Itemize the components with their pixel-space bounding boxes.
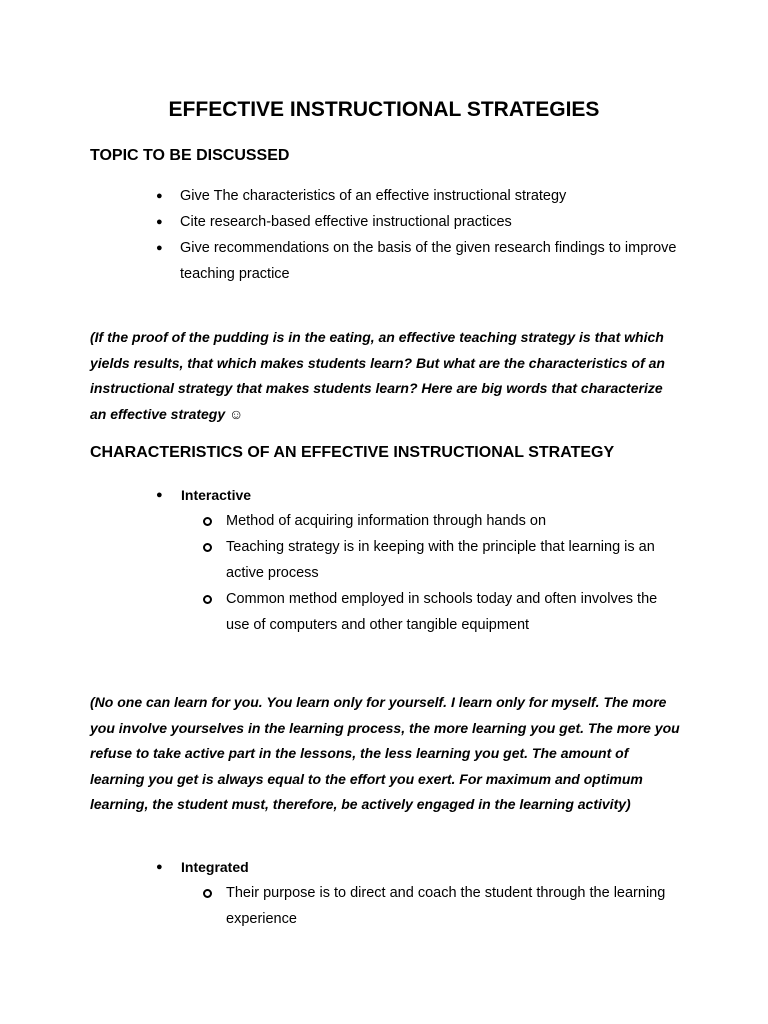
integrated-label: Integrated — [181, 859, 249, 875]
interactive-point — [0, 586, 768, 638]
bullet-dot-icon: ● — [156, 216, 163, 228]
topic-heading: TOPIC TO BE DISCUSSED — [90, 147, 290, 164]
bullet-dot-icon: ● — [156, 242, 163, 254]
topic-bullet-item — [0, 209, 768, 235]
interactive-label: Interactive — [181, 487, 252, 503]
interactive-point-text: Teaching strategy is in keeping with the principle that learning is an active process — [226, 539, 655, 581]
characteristics-heading: CHARACTERISTICS OF AN EFFECTIVE INSTRUCTIONAL STRATEGY — [90, 444, 615, 461]
hollow-circle-bullet-icon — [203, 517, 212, 526]
interactive-item — [0, 482, 768, 508]
hollow-circle-bullet-icon — [203, 595, 212, 604]
document-title: EFFECTIVE INSTRUCTIONAL STRATEGIES — [168, 98, 600, 121]
integrated-item — [0, 854, 768, 880]
integrated-section — [0, 854, 768, 932]
integrated-points — [0, 880, 768, 932]
bullet-dot-icon: ● — [156, 190, 163, 202]
hollow-circle-bullet-icon — [203, 889, 212, 898]
interactive-points — [0, 508, 768, 638]
interactive-point — [0, 534, 768, 586]
topic-bullet-item — [0, 183, 768, 209]
bullet-dot-icon: ● — [156, 861, 163, 873]
hollow-circle-bullet-icon — [203, 543, 212, 552]
bullet-dot-icon: ● — [156, 489, 163, 501]
topic-bullet-text: Give The characteristics of an effective instructional strategy — [180, 188, 567, 204]
interactive-point-text: Method of acquiring information through hands on — [226, 513, 547, 529]
topic-bullet-item — [0, 235, 768, 287]
integrated-point — [0, 880, 768, 932]
interactive-point — [0, 508, 768, 534]
interactive-point-text: Common method employed in schools today and often involves the use of computers and other tangible equipment — [226, 591, 658, 633]
integrated-point-text: Their purpose is to direct and coach the student through the learning experience — [226, 885, 666, 927]
interactive-section — [0, 482, 768, 638]
learning-quote: (No one can learn for you. You learn only for yourself. I learn only for myself. The more you involve yourselves in the learning process, the more learning you get. The more you refuse to take active part in the lessons, the less learning you get. The amount of learning you get is always equal to the effort you exert. For maximum and optimum learning, the student must, therefore, be actively engaged in the learning activity) — [90, 694, 680, 812]
topic-bullet-list — [0, 183, 768, 287]
topic-bullet-text: Cite research-based effective instructional practices — [180, 214, 512, 230]
topic-bullet-text: Give recommendations on the basis of the given research findings to improve teaching practice — [180, 240, 677, 282]
intro-quote: (If the proof of the pudding is in the eating, an effective teaching strategy is that which yields results, that which makes students learn? But what are the characteristics of an instructional strategy that makes students learn? Here are big words that characterize an effective strategy ☺ — [90, 329, 665, 422]
